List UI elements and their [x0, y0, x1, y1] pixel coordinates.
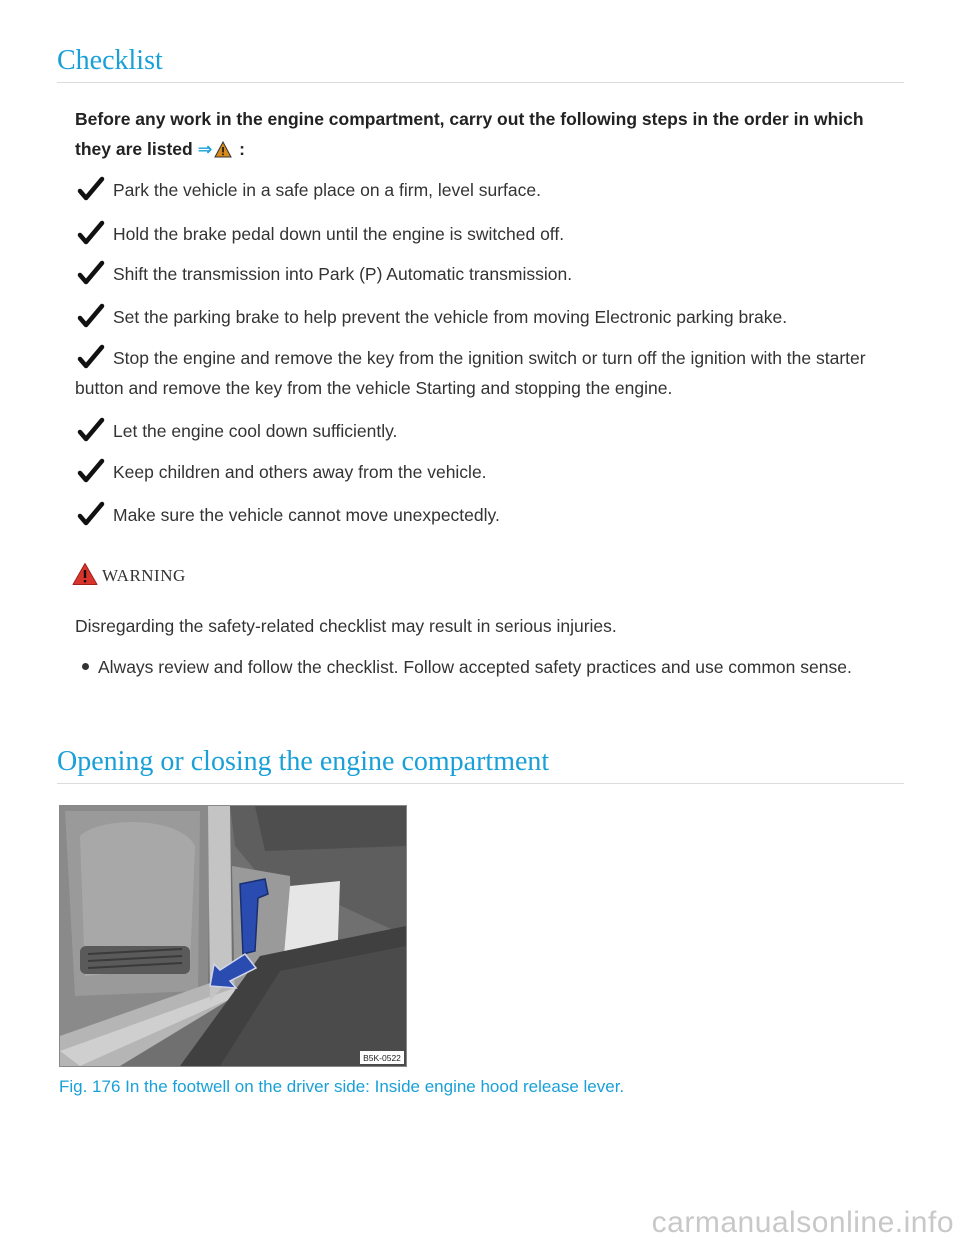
- footwell-illustration: [60, 806, 406, 1066]
- warning-text: Disregarding the safety-related checklist may result in serious injuries.: [75, 616, 617, 636]
- watermark: carmanualsonline.info: [651, 1206, 954, 1239]
- checklist-item-text: Let the engine cool down sufficiently.: [113, 421, 398, 441]
- warning-label: WARNING: [102, 566, 186, 585]
- bullet-dot: [82, 663, 89, 670]
- checklist-item-text: Park the vehicle in a safe place on a firm, level surface.: [113, 180, 541, 200]
- section-title-checklist: Checklist: [57, 44, 904, 83]
- checklist-item: [75, 457, 890, 487]
- checkmark-icon: [77, 417, 105, 443]
- checklist-item: [75, 175, 890, 205]
- checkmark-icon: [77, 220, 105, 246]
- checklist-item: [75, 219, 890, 249]
- checkmark-icon: [77, 344, 105, 370]
- warning-icon: [72, 562, 98, 586]
- warning-triangle-icon: [214, 141, 232, 158]
- checklist-item-text: Keep children and others away from the vehicle.: [113, 462, 487, 482]
- section-title-opening-engine: Opening or closing the engine compartment: [57, 745, 904, 784]
- checkmark-icon: [77, 303, 105, 329]
- checklist-item-text: Hold the brake pedal down until the engine is switched off.: [113, 224, 565, 244]
- checklist-item-text: Make sure the vehicle cannot move unexpectedly.: [113, 505, 500, 525]
- figure-caption: Fig. 176 In the footwell on the driver side: Inside engine hood release lever.: [59, 1077, 625, 1096]
- intro-text: Before any work in the engine compartment, carry out the following steps in the order in which they are listed: [75, 109, 864, 159]
- checkmark-icon: [77, 260, 105, 286]
- checkmark-icon: [77, 501, 105, 527]
- checklist-item-text: Set the parking brake to help prevent the vehicle from moving Electronic parking brake.: [113, 307, 788, 327]
- checklist-item: [75, 416, 890, 446]
- figure-code: B5K-0522: [363, 1053, 401, 1063]
- checklist-item: [75, 343, 890, 403]
- checkmark-icon: [77, 176, 105, 202]
- intro-suffix: :: [234, 139, 245, 159]
- checkmark-icon: [77, 458, 105, 484]
- cross-reference-arrow[interactable]: ⇒: [197, 139, 213, 159]
- checklist-item-text: Stop the engine and remove the key from the ignition switch or turn off the ignition with the starter button and remove the key from the vehicle Starting and stopping the engine.: [75, 348, 866, 398]
- checklist-item: [75, 259, 890, 289]
- checklist-item: [75, 302, 890, 332]
- warning-bullet: Always review and follow the checklist. Follow accepted safety practices and use common sense.: [98, 657, 852, 677]
- checklist-item: [75, 500, 890, 530]
- checklist-intro: [75, 104, 885, 164]
- warning-heading: [72, 562, 186, 589]
- checklist-item-text: Shift the transmission into Park (P) Automatic transmission.: [113, 264, 573, 284]
- figure-hood-release-lever: [59, 805, 407, 1067]
